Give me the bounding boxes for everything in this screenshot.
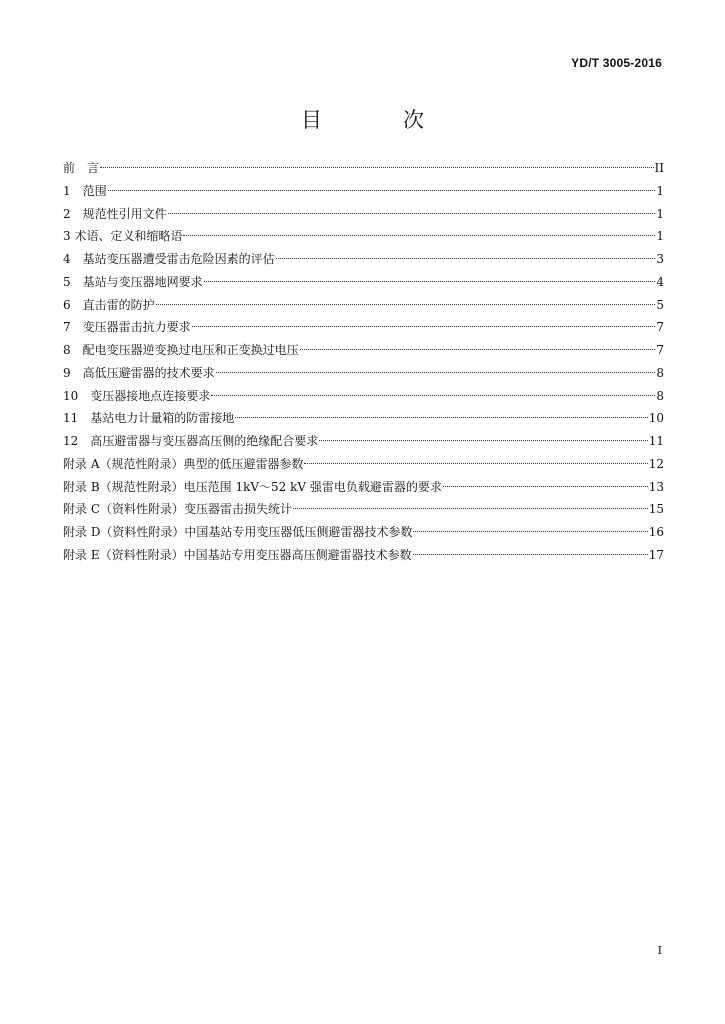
toc-entry-page: 1	[656, 183, 664, 198]
toc-entry-page: 1	[656, 229, 664, 244]
toc-entry-page: 7	[656, 343, 664, 357]
toc-dot-leader	[183, 235, 655, 236]
toc-entry-label: 5 基站与变压器地网要求	[63, 274, 203, 289]
toc-entry-page: 3	[656, 252, 664, 266]
toc-entry-label: 11 基站电力计量箱的防雷接地	[63, 411, 235, 426]
toc-entry-page: 7	[656, 320, 664, 335]
toc-dot-leader	[235, 417, 647, 418]
toc-entry-label: 前 言	[63, 161, 100, 175]
toc-entry-terms-definitions[interactable]	[63, 225, 664, 248]
toc-entry-label: 4 基站变压器遭受雷击危险因素的评估	[63, 252, 275, 266]
toc-dot-leader	[192, 326, 656, 327]
toc-entry-lightning-resistance[interactable]	[63, 316, 664, 339]
toc-entry-insulation-coordination[interactable]	[63, 430, 664, 453]
toc-entry-page: 10	[648, 411, 664, 426]
toc-entry-page: 1	[656, 206, 664, 221]
toc-entry-arrester-requirements[interactable]	[63, 362, 664, 385]
toc-entry-label: 附录 C（资料性附录）变压器雷击损失统计	[63, 502, 292, 517]
toc-dot-leader	[100, 167, 654, 168]
toc-dot-leader	[413, 531, 647, 532]
toc-entry-label: 10 变压器接地点连接要求	[63, 388, 211, 403]
toc-entry-page: 11	[648, 434, 664, 448]
toc-dot-leader	[108, 190, 656, 191]
page-number: I	[657, 944, 662, 957]
document-number: YD/T 3005-2016	[571, 56, 662, 70]
toc-entry-label: 1 范围	[63, 183, 107, 198]
toc-entry-label: 8 配电变压器逆变换过电压和正变换过电压	[63, 343, 299, 357]
toc-entry-label: 6 直击雷的防护	[63, 297, 155, 312]
toc-entry-label: 7 变压器雷击抗力要求	[63, 320, 191, 335]
toc-entry-page: II	[654, 161, 664, 175]
toc-entry-annex-c[interactable]	[63, 498, 664, 521]
toc-dot-leader	[300, 349, 656, 350]
toc-entry-page: 8	[656, 388, 664, 403]
toc-dot-leader	[216, 372, 656, 373]
toc-entry-page: 15	[648, 502, 664, 517]
toc-entry-annex-d[interactable]	[63, 521, 664, 544]
table-of-contents	[63, 157, 664, 567]
toc-entry-normative-references[interactable]	[63, 203, 664, 226]
toc-dot-leader	[304, 463, 647, 464]
toc-dot-leader	[204, 281, 656, 282]
toc-dot-leader	[168, 213, 656, 214]
toc-entry-page: 8	[656, 365, 664, 380]
toc-entry-grounding-grid[interactable]	[63, 271, 664, 294]
toc-dot-leader	[211, 395, 655, 396]
toc-entry-page: 13	[648, 479, 664, 494]
toc-dot-leader	[293, 508, 648, 509]
toc-entry-page: 5	[656, 297, 664, 312]
toc-entry-label: 附录 A（规范性附录）典型的低压避雷器参数	[63, 456, 304, 471]
toc-entry-label: 附录 B（规范性附录）电压范围 1kV～52 kV 强雷电负载避雷器的要求	[63, 479, 442, 494]
toc-entry-label: 2 规范性引用文件	[63, 206, 167, 221]
toc-entry-risk-assessment[interactable]	[63, 248, 664, 271]
toc-entry-annex-b[interactable]	[63, 476, 664, 499]
toc-entry-label: 12 高压避雷器与变压器高压侧的绝缘配合要求	[63, 434, 319, 448]
toc-entry-scope[interactable]	[63, 180, 664, 203]
toc-entry-label: 9 高低压避雷器的技术要求	[63, 365, 215, 380]
toc-entry-page: 16	[648, 525, 664, 539]
toc-entry-label: 附录 E（资料性附录）中国基站专用变压器高压侧避雷器技术参数	[63, 547, 412, 562]
toc-entry-label: 3 术语、定义和缩略语	[63, 229, 183, 244]
toc-dot-leader	[413, 554, 648, 555]
toc-entry-overvoltage[interactable]	[63, 339, 664, 362]
toc-entry-page: 12	[648, 456, 664, 471]
toc-dot-leader	[156, 304, 656, 305]
toc-dot-leader	[276, 258, 656, 259]
toc-dot-leader	[443, 486, 648, 487]
toc-title: 目 次	[301, 108, 454, 132]
toc-entry-label: 附录 D（资料性附录）中国基站专用变压器低压侧避雷器技术参数	[63, 525, 413, 539]
toc-entry-page: 4	[656, 274, 664, 289]
toc-entry-metering-box[interactable]	[63, 407, 664, 430]
toc-dot-leader	[319, 440, 647, 441]
toc-entry-page: 17	[648, 547, 664, 562]
toc-entry-direct-lightning[interactable]	[63, 294, 664, 317]
toc-entry-foreword[interactable]	[63, 157, 664, 180]
toc-entry-annex-a[interactable]	[63, 453, 664, 476]
toc-entry-annex-e[interactable]	[63, 544, 664, 567]
toc-entry-grounding-connection[interactable]	[63, 385, 664, 408]
